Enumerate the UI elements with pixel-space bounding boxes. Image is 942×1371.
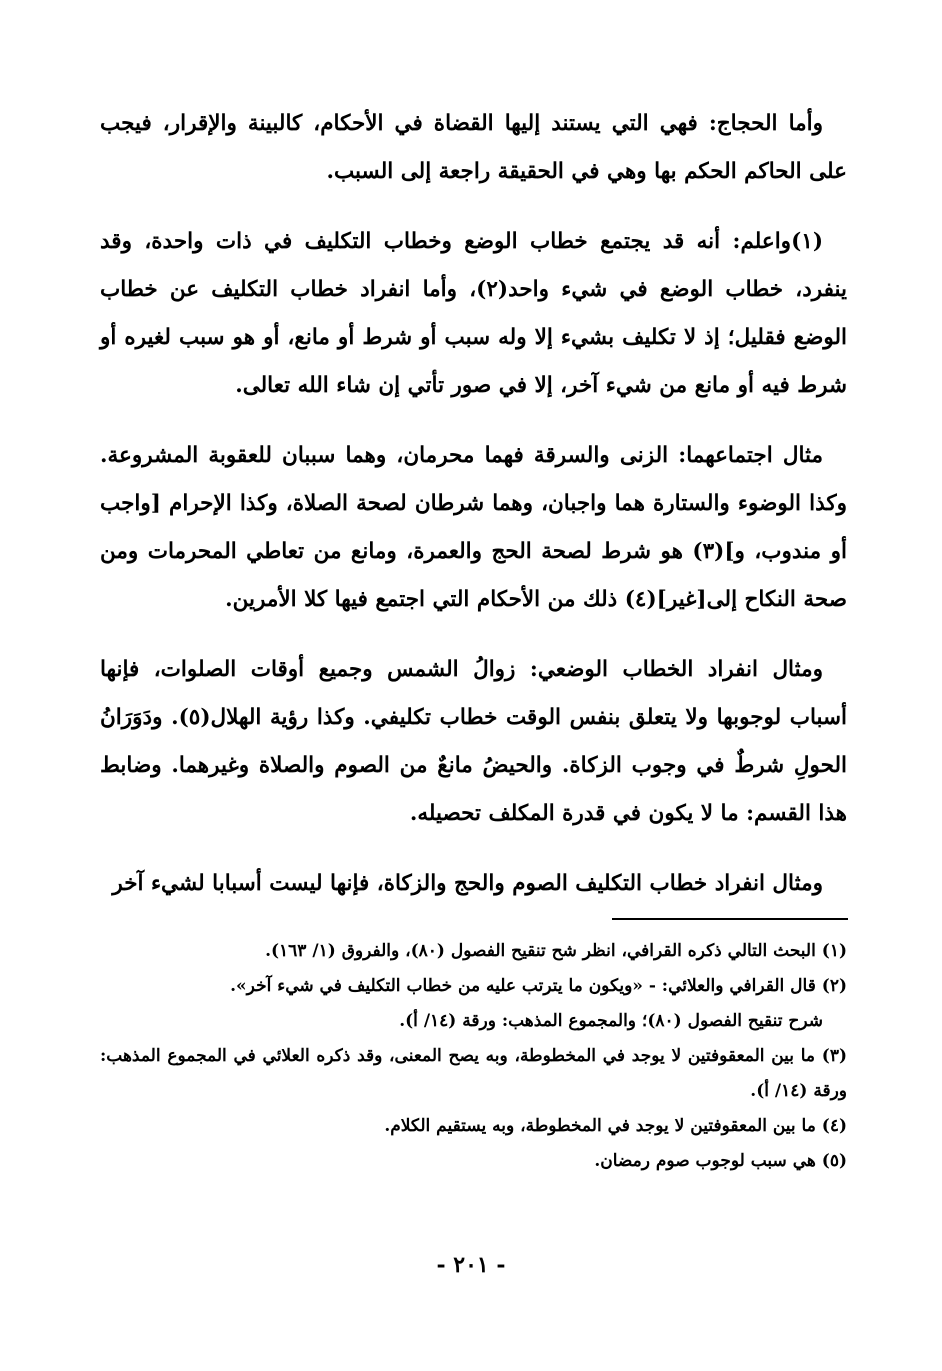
footnote-separator bbox=[612, 918, 848, 920]
footnote-5: (٥) هي سبب لوجوب صوم رمضان. bbox=[594, 1151, 847, 1171]
main-text bbox=[100, 100, 847, 908]
footnotes bbox=[100, 934, 847, 1179]
paragraph-infirad-wadi: ومثال انفراد الخطاب الوضعي: زوالُ الشمس وجميع أوقات الصلوات، فإنها أسباب لوجوبها ولا يتعلق بنفس الوقت خطاب تكليفي. وكذا رؤية الهلال(٥). ودَوَرَانُ الحولِ شرطٌ في وجوب الزكاة. والحيضُ مانعٌ من الصوم والصلاة وغيرهما. وضابط هذا القسم: ما لا يكون في قدرة المكلف تحصيله. bbox=[100, 657, 847, 826]
paragraph-hujaj: وأما الحجاج: فهي التي يستند إليها القضاة في الأحكام، كالبينة والإقرار، فيجب على الحاكم الحكم بها وهي في الحقيقة راجعة إلى السبب. bbox=[100, 111, 847, 184]
paragraph-infirad-taklif: ومثال انفراد خطاب التكليف الصوم والحج والزكاة، فإنها ليست أسبابا لشيء آخر bbox=[112, 871, 823, 896]
footnote-4: (٤) ما بين المعقوفتين لا يوجد في المخطوطة، وبه يستقيم الكلام. bbox=[384, 1116, 847, 1136]
paragraph-wad-taklif: (١)واعلم: أنه قد يجتمع خطاب الوضع وخطاب التكليف في ذات واحدة، وقد ينفرد، خطاب الوضع في شيء واحد(٢)، وأما انفراد خطاب التكليف عن خطاب الوضع فقليل؛ إذ لا تكليف بشيء إلا وله سبب أو شرط أو مانع، أو هو سبب لغيره أو شرط فيه أو مانع من شيء آخر، إلا في صور تأتي إن شاء الله تعالى. bbox=[100, 229, 848, 398]
footnote-1: (١) البحث التالي ذكره القرافي، انظر شح تنقيح الفصول (٨٠)، والفروق (١/ ١٦٣). bbox=[265, 941, 847, 961]
footnote-2-continued: شرح تنقيح الفصول (٨٠)؛ والمجموع المذهب: ورقة (١٤/ أ). bbox=[399, 1011, 823, 1031]
paragraph-ijtima: مثال اجتماعهما: الزنى والسرقة فهما محرمان، وهما سببان للعقوبة المشروعة. وكذا الوضوء والستارة هما واجبان، وهما شرطان لصحة الصلاة، وكذا الإحرام [واجب أو مندوب، و](٣) هو شرط لصحة الحج والعمرة، ومانع من تعاطي المحرمات ومن صحة النكاح إلى[غير](٤) ذلك من الأحكام التي اجتمع فيها كلا الأمرين. bbox=[100, 443, 847, 612]
page-number: - ٢٠١ - bbox=[436, 1252, 506, 1278]
footnote-3: (٣) ما بين المعقوفتين لا يوجد في المخطوطة، وبه يصح المعنى، وقد ذكره العلائي في المجموع المذهب: ورقة (١٤/ أ). bbox=[100, 1046, 847, 1101]
footnote-2: (٢) قال القرافي والعلائي: - «ويكون ما يترتب عليه من خطاب التكليف في شيء آخر». bbox=[230, 976, 847, 996]
